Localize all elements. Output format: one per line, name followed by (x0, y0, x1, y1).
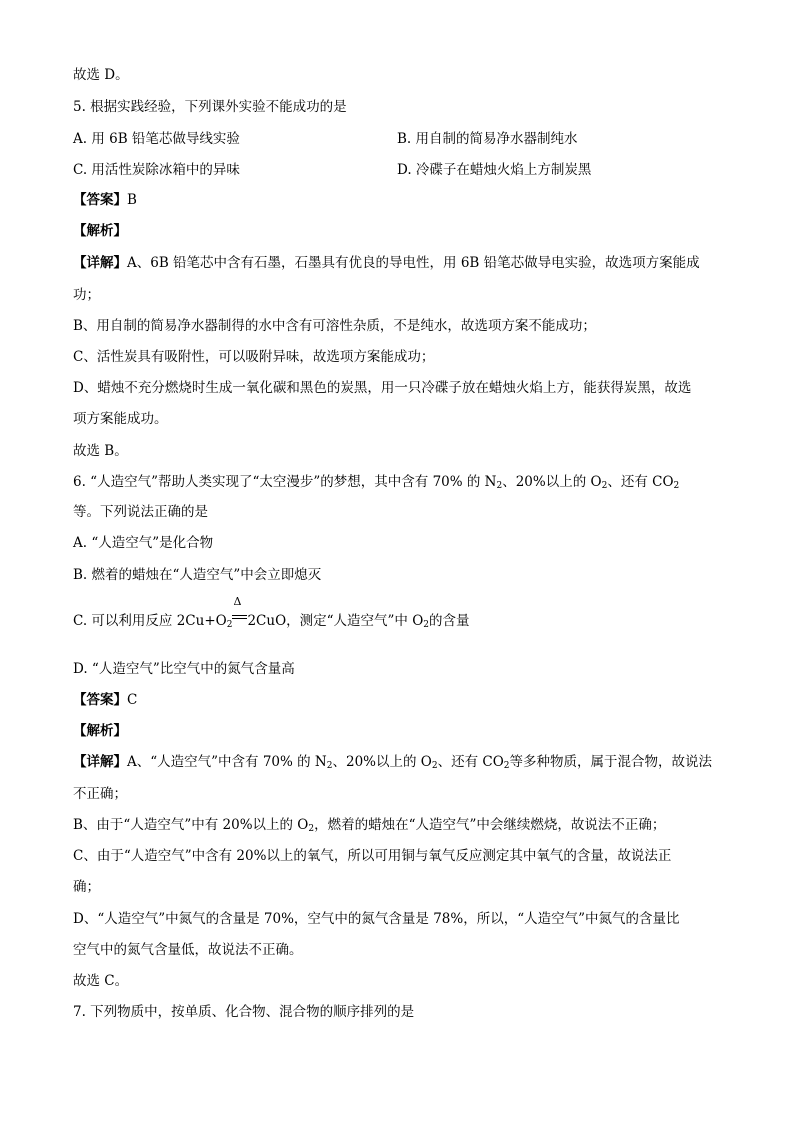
text: C. 可以利用反应 2Cu+O (73, 613, 227, 629)
q5-option-b: B. 用自制的简易净水器制纯水 (397, 131, 578, 147)
text: 等多种物质，属于混合物，故说法 (509, 754, 713, 770)
q5-option-d: D. 冷碟子在蜡烛火焰上方制炭黑 (397, 162, 592, 178)
q5-detail-2: 功； (73, 287, 100, 303)
subscript: 2 (423, 620, 430, 630)
text: 、还有 CO (607, 474, 674, 490)
q6-detail-5: 确； (73, 879, 100, 895)
q7-stem: 7. 下列物质中，按单质、化合物、混合物的顺序排列的是 (73, 1004, 415, 1020)
q5-option-c: C. 用活性炭除冰箱中的异味 (73, 162, 240, 178)
text: 、还有 CO (437, 754, 504, 770)
detail-text: A、6B 铅笔芯中含有石墨，石墨具有优良的导电性，用 6B 铅笔芯做导电实验，故选项方案能成 (127, 255, 700, 271)
q5-detail-5: D、蜡烛不充分燃烧时生成一氧化碳和黑色的炭黑，用一只冷碟子放在蜡烛火焰上方，能获得炭黑，故选 (73, 380, 692, 396)
q6-option-a: A. “人造空气”是化合物 (73, 535, 214, 551)
text: A、“人造空气”中含有 70% 的 N (127, 754, 327, 770)
q6-detail-4: C、由于“人造空气”中含有 20%以上的氧气，所以可用铜与氧气反应测定其中氧气的含量，故说法正 (73, 848, 672, 864)
q6-detail-6: D、“人造空气”中氮气的含量是 70%，空气中的氮气含量是 78%，所以，“人造空气”中氮气的含量比 (73, 911, 680, 927)
q5-end: 故选 B。 (73, 443, 128, 459)
detail-tag: 【详解】 (73, 255, 127, 271)
equals-line (232, 618, 247, 619)
answer-tag: 【答案】 (73, 692, 127, 708)
q6-analysis-tag: 【解析】 (73, 723, 127, 739)
subscript: 2 (496, 481, 503, 491)
q6-detail-1 (73, 752, 712, 772)
q5-analysis-tag: 【解析】 (73, 223, 127, 239)
q6-detail-3 (73, 815, 665, 835)
text: 、20%以上的 O (502, 474, 602, 490)
detail-tag: 【详解】 (73, 754, 127, 770)
text: 、20%以上的 O (332, 754, 432, 770)
q6-option-b: B. 燃着的蜡烛在“人造空气”中会立即熄灭 (73, 567, 322, 583)
q6-stem-2: 等。下列说法正确的是 (73, 504, 208, 520)
delta-symbol: Δ (233, 595, 242, 608)
subscript: 2 (308, 824, 315, 834)
q5-detail-3: B、用自制的简易净水器制得的水中含有可溶性杂质，不是纯水，故选项方案不能成功； (73, 318, 596, 334)
answer-value: B (127, 192, 137, 208)
text: ，燃着的蜡烛在“人造空气”中会继续燃烧，故说法不正确； (314, 817, 666, 833)
subscript: 2 (601, 481, 608, 491)
q6-option-c (73, 595, 470, 631)
subscript: 2 (326, 761, 333, 771)
text: 2CuO，测定“人造空气”中 O (247, 613, 424, 629)
answer-value: C (127, 692, 138, 708)
q6-end: 故选 C。 (73, 973, 129, 989)
q5-answer (73, 190, 137, 210)
subscript: 2 (431, 761, 438, 771)
q5-stem: 5. 根据实践经验，下列课外实验不能成功的是 (73, 99, 347, 115)
text: B、由于“人造空气”中有 20%以上的 O (73, 817, 309, 833)
q5-option-a: A. 用 6B 铅笔芯做导线实验 (73, 131, 240, 147)
text: 6. “人造空气”帮助人类实现了“太空漫步”的梦想，其中含有 70% 的 N (73, 474, 497, 490)
q6-detail-2: 不正确； (73, 786, 127, 802)
subscript: 2 (673, 481, 680, 491)
q6-option-d: D. “人造空气”比空气中的氮气含量高 (73, 661, 295, 677)
q5-detail-1 (73, 253, 700, 273)
equals-line (232, 615, 247, 616)
q6-answer (73, 690, 137, 710)
subscript: 2 (503, 761, 510, 771)
q6-stem-1 (73, 472, 679, 492)
subscript: 2 (226, 620, 233, 630)
answer-tag: 【答案】 (73, 192, 127, 208)
heat-reaction-sign (232, 595, 247, 625)
q5-detail-6: 项方案能成功。 (73, 411, 168, 427)
text: 的含量 (429, 613, 470, 629)
q6-detail-7: 空气中的氮气含量低，故说法不正确。 (73, 942, 303, 958)
q5-detail-4: C、活性炭具有吸附性，可以吸附异味，故选项方案能成功； (73, 349, 435, 365)
previous-answer-end: 故选 D。 (73, 67, 129, 83)
